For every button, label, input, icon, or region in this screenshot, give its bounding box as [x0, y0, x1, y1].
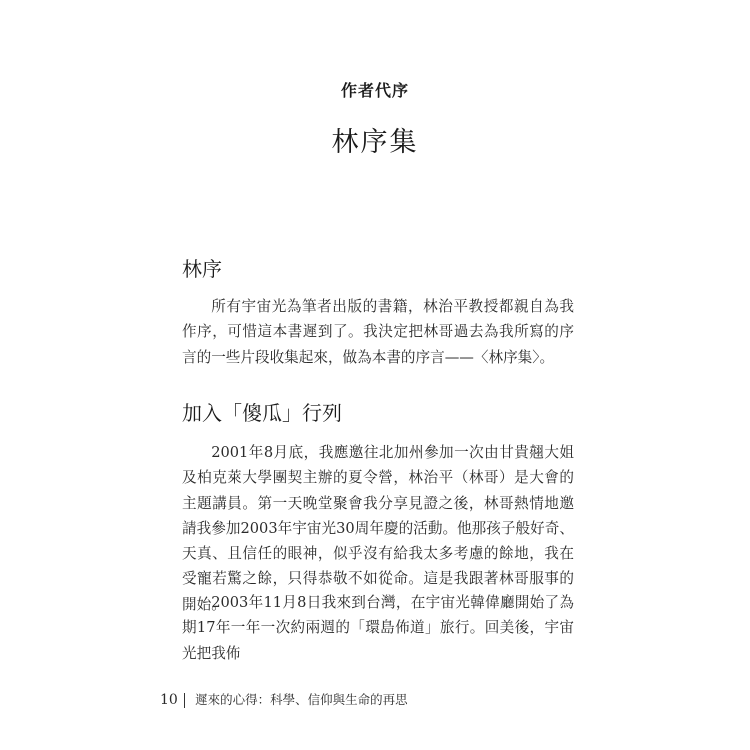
subheading: 林序: [182, 257, 222, 281]
running-book-title: 遲來的心得：科學、信仰與生命的再思: [195, 692, 408, 707]
paragraph: 所有宇宙光為筆者出版的書籍，林治平教授都親自為我作序，可惜這本書遲到了。我決定把林哥過去為我所寫的序言的一些片段收集起來，做為本書的序言——〈林序集〉。: [182, 298, 574, 366]
section-label: 作者代序: [340, 81, 409, 100]
subheading: 加入「傻瓜」行列: [182, 401, 342, 425]
page-number: 10: [160, 692, 178, 708]
footer-divider: [184, 693, 185, 708]
page-footer: [160, 690, 408, 708]
paragraph: 2003年11月8日我來到台灣，在宇宙光韓偉廳開始了為期17年一年一次約兩週的「環島佈道」旅行。回美後，宇宙光把我佈: [182, 594, 574, 662]
paragraph: 2001年8月底，我應邀往北加州參加一次由甘貴翹大姐及柏克萊大學團契主辦的夏令營，林治平（林哥）是大會的主題講員。第一天晚堂聚會我分享見證之後，林哥熱情地邀請我參加2003年宇宙光30周年慶的活動。他那孩子般好奇、天真、且信任的眼神，似乎沒有給我太多考慮的餘地，我在受寵若驚之餘，只得恭敬不如從命。這是我跟著林哥服事的開始。: [182, 444, 574, 613]
chapter-title: 林序集: [331, 127, 419, 158]
